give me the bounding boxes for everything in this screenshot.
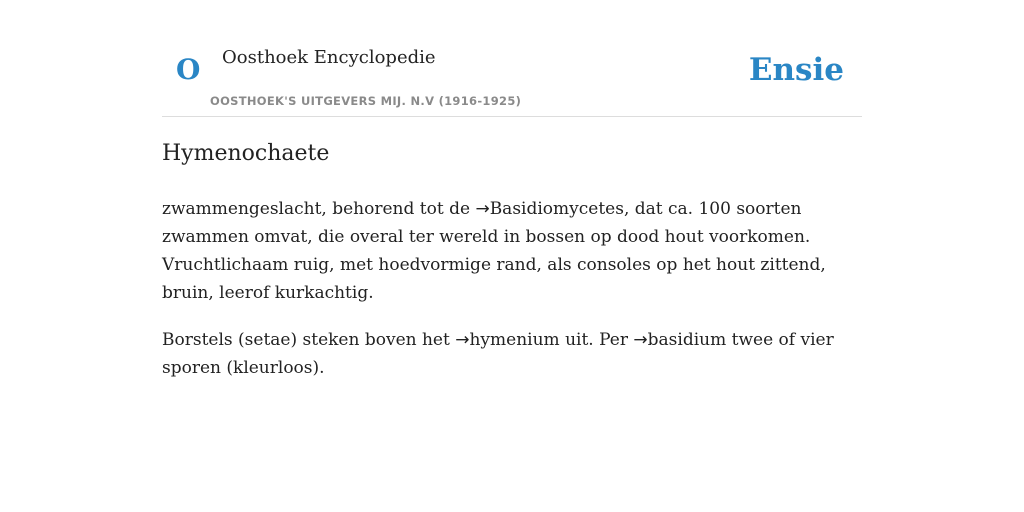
cross-reference-link[interactable] (475, 199, 624, 219)
source-title[interactable]: Oosthoek Encyclopedie (222, 47, 436, 68)
source-header (162, 0, 862, 117)
paragraph-text: twee of vier sporen (kleurloos). (162, 330, 834, 378)
brand-logo[interactable]: Ensie (748, 52, 844, 88)
cross-reference-label: hymenium (469, 330, 560, 350)
cross-reference-link[interactable] (633, 330, 726, 350)
article (162, 138, 862, 382)
article-title: Hymenochaete (162, 141, 330, 166)
paragraph-text: uit. Per (559, 330, 634, 350)
arrow-right-icon: → (475, 199, 490, 219)
paragraph-text: zwammengeslacht, behorend tot de (162, 199, 476, 219)
cross-reference-label: Basidiomycetes (489, 199, 624, 219)
arrow-right-icon: → (455, 330, 470, 350)
article-paragraph (162, 195, 862, 307)
source-logo[interactable]: O (176, 53, 201, 86)
arrow-right-icon: → (633, 330, 648, 350)
article-paragraph (162, 326, 862, 382)
cross-reference-link[interactable] (455, 330, 559, 350)
paragraph-text: , dat ca. 100 soorten zwammen omvat, die overal ter wereld in bossen op dood hout voorkomen. Vruchtlichaam ruig, met hoedvormige rand, als consoles op het hout zittend, bruin, leerof kurkachtig. (162, 199, 826, 303)
source-subtitle: OOSTHOEK'S UITGEVERS MIJ. N.V (1916-1925) (210, 94, 522, 108)
paragraph-text: Borstels (setae) steken boven het (162, 330, 456, 350)
cross-reference-label: basidium (647, 330, 727, 350)
